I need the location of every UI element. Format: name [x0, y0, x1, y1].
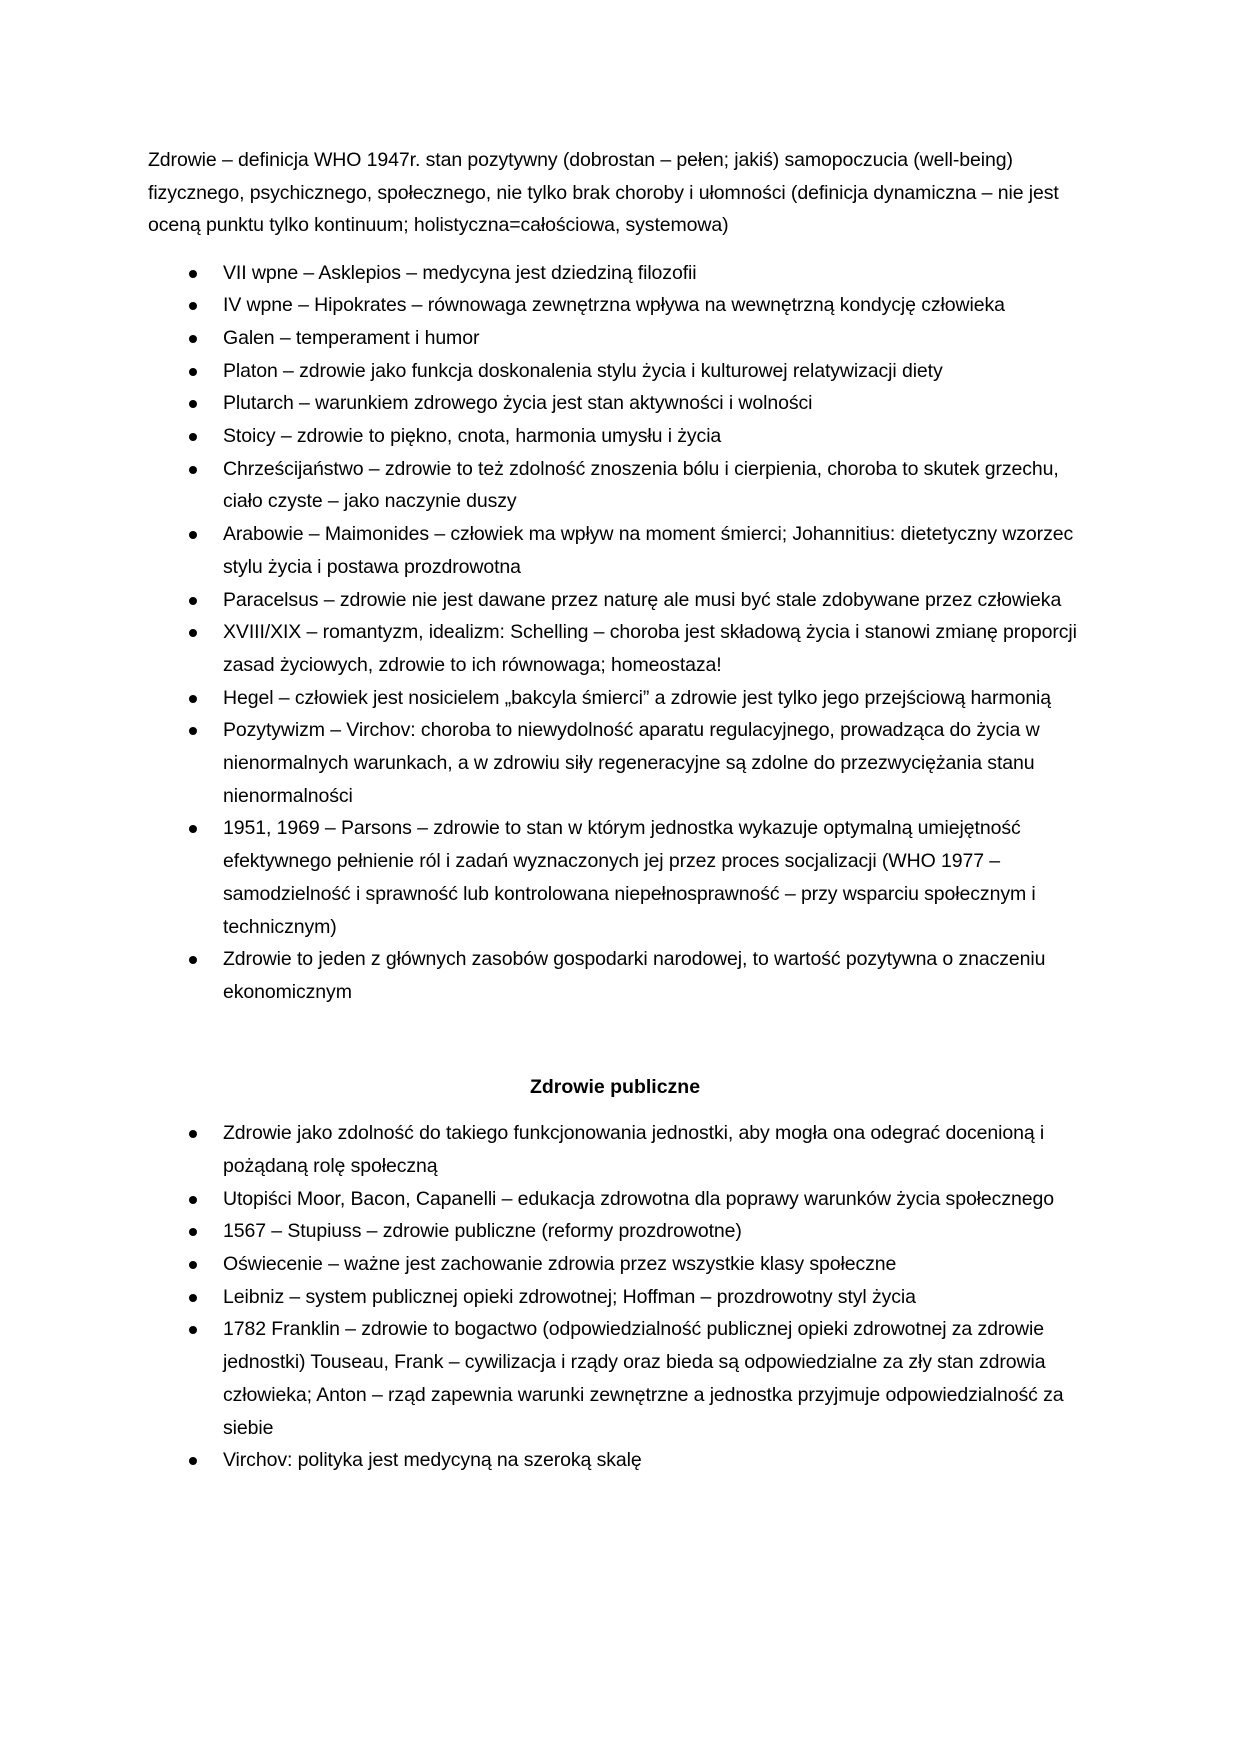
list-item-text: VII wpne – Asklepios – medycyna jest dziedziną filozofii: [223, 261, 697, 284]
bullet-icon: [189, 368, 197, 376]
list-item-text: Zdrowie to jeden z głównych zasobów gospodarki narodowej, to wartość pozytywna o znaczeniu ekonomicznym: [223, 948, 1046, 1003]
bullet-icon: [189, 335, 197, 343]
list-item-text: Arabowie – Maimonides – człowiek ma wpływ na moment śmierci; Johannitius: dietetyczny wzorzec stylu życia i postawa prozdrowotna: [223, 523, 1074, 578]
bullet-icon: [189, 1261, 197, 1269]
bullet-icon: [189, 1457, 197, 1465]
bullet-icon: [189, 727, 197, 735]
list-item-text: Virchov: polityka jest medycyną na szeroką skalę: [223, 1449, 642, 1472]
list-item-text: Pozytywizm – Virchov: choroba to niewydolność aparatu regulacyjnego, prowadząca do życia w nienormalnych warunkach, a w zdrowiu siły regeneracyjne są zdolne do przezwyciężania stanu nienormalności: [223, 719, 1040, 807]
list-item: [148, 387, 1090, 420]
list-item: [148, 1183, 1090, 1216]
bullet-icon: [189, 466, 197, 474]
list-item: [148, 420, 1090, 453]
bullet-icon: [189, 695, 197, 703]
list-item: [148, 1117, 1090, 1182]
list-item-text: Hegel – człowiek jest nosicielem „bakcyla śmierci” a zdrowie jest tylko jego przejściową harmonią: [223, 686, 1052, 709]
list-item: [148, 943, 1090, 1008]
bullet-icon: [189, 433, 197, 441]
list-item: [148, 355, 1090, 388]
list-item-text: Paracelsus – zdrowie nie jest dawane przez naturę ale musi być stale zdobywane przez człowieka: [223, 588, 1062, 611]
list-item: [148, 1444, 1090, 1477]
list-item: [148, 1313, 1090, 1444]
public-health-list: [148, 1117, 1090, 1477]
list-item: [148, 257, 1090, 290]
bullet-icon: [189, 1326, 197, 1334]
list-item-text: Oświecenie – ważne jest zachowanie zdrowia przez wszystkie klasy społeczne: [223, 1252, 897, 1275]
section-heading: Zdrowie publiczne: [529, 1075, 701, 1098]
bullet-icon: [189, 1228, 197, 1236]
list-item-text: Zdrowie jako zdolność do takiego funkcjonowania jednostki, aby mogła ona odegrać docenioną i pożądaną rolę społeczną: [223, 1122, 1045, 1177]
bullet-icon: [189, 531, 197, 539]
list-item-text: Platon – zdrowie jako funkcja doskonalenia stylu życia i kulturowej relatywizacji diety: [223, 359, 943, 382]
list-item-text: Utopiści Moor, Bacon, Capanelli – edukacja zdrowotna dla poprawy warunków życia społecznego: [223, 1187, 1054, 1210]
list-item: [148, 584, 1090, 617]
list-item-text: Leibniz – system publicznej opieki zdrowotnej; Hoffman – prozdrowotny styl życia: [223, 1285, 916, 1308]
list-item: [148, 812, 1090, 943]
list-item-text: Chrześcijaństwo – zdrowie to też zdolność znoszenia bólu i cierpienia, choroba to skutek grzechu, ciało czyste – jako naczynie duszy: [223, 457, 1059, 513]
bullet-icon: [189, 302, 197, 310]
bullet-icon: [189, 1130, 197, 1138]
list-item: [148, 1215, 1090, 1248]
list-item-text: 1782 Franklin – zdrowie to bogactwo (odpowiedzialność publicznej opieki zdrowotnej za zdrowie jednostki) Touseau, Frank – cywilizacja i rządy oraz bieda są odpowiedzialne za zły stan zdrowia człowieka; Anton – rząd zapewnia warunki zewnętrzne a jednostka przyjmuje odpowiedzialność za siebie: [223, 1318, 1064, 1439]
bullet-icon: [189, 400, 197, 408]
list-item: [148, 453, 1090, 518]
bullet-icon: [189, 629, 197, 637]
history-list: [148, 257, 1090, 1009]
list-item: [148, 518, 1090, 583]
list-item-text: Plutarch – warunkiem zdrowego życia jest stan aktywności i wolności: [223, 392, 813, 415]
list-item: [148, 322, 1090, 355]
list-item-text: IV wpne – Hipokrates – równowaga zewnętrzna wpływa na wewnętrzną kondycję człowieka: [223, 294, 1005, 317]
bullet-icon: [189, 1196, 197, 1204]
bullet-icon: [189, 1294, 197, 1302]
intro-paragraph: Zdrowie – definicja WHO 1947r. stan pozytywny (dobrostan – pełen; jakiś) samopoczucia (well-being) fizycznego, psychicznego, społecznego, nie tylko brak choroby i ułomności (definicja dynamiczna – nie jest oceną punktu tylko kontinuum; holistyczna=całościowa, systemowa): [148, 149, 1059, 236]
list-item-text: 1951, 1969 – Parsons – zdrowie to stan w którym jednostka wykazuje optymalną umiejętność efektywnego pełnienie ról i zadań wyznaczonych jej przez proces socjalizacji (WHO 1977 – samodzielność i sprawność lub kontrolowana niepełnosprawność – przy wsparciu społecznym i technicznym): [223, 817, 1036, 938]
list-item-text: 1567 – Stupiuss – zdrowie publiczne (reformy prozdrowotne): [223, 1220, 742, 1243]
list-item-text: Galen – temperament i humor: [223, 326, 480, 349]
list-item: [148, 289, 1090, 322]
list-item-text: XVIII/XIX – romantyzm, idealizm: Schelling – choroba jest składową życia i stanowi zmianę proporcji zasad życiowych, zdrowie to ich równowaga; homeostaza!: [223, 621, 1077, 676]
list-item: [148, 1281, 1090, 1314]
bullet-icon: [189, 825, 197, 833]
list-item: [148, 714, 1090, 812]
list-item-text: Stoicy – zdrowie to piękno, cnota, harmonia umysłu i życia: [223, 425, 722, 448]
bullet-icon: [189, 270, 197, 278]
list-item: [148, 682, 1090, 715]
bullet-icon: [189, 956, 197, 964]
bullet-icon: [189, 597, 197, 605]
list-item: [148, 1248, 1090, 1281]
list-item: [148, 616, 1090, 681]
